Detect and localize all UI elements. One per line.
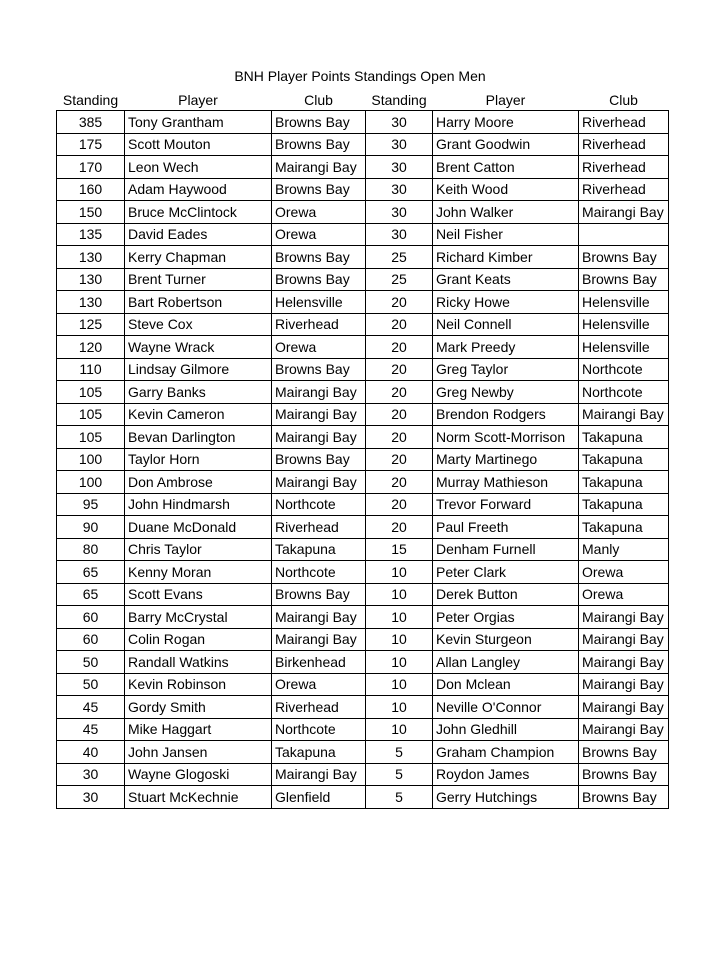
standing-cell: 10 — [366, 651, 433, 674]
club-cell: Helensville — [579, 291, 669, 314]
club-cell: Browns Bay — [579, 741, 669, 764]
player-cell: Kenny Moran — [125, 561, 272, 584]
table-row — [57, 426, 669, 449]
player-cell: Wayne Wrack — [125, 336, 272, 359]
player-cell: Taylor Horn — [125, 448, 272, 471]
standing-cell: 20 — [366, 358, 433, 381]
player-cell: Gerry Hutchings — [433, 786, 579, 809]
table-row — [57, 583, 669, 606]
table-row — [57, 156, 669, 179]
player-cell: Brent Catton — [433, 156, 579, 179]
table-row — [57, 336, 669, 359]
page-title: BNH Player Points Standings Open Men — [234, 68, 486, 84]
table-row — [57, 673, 669, 696]
column-header-standing: Standing — [62, 92, 119, 108]
table-row — [57, 718, 669, 741]
table-row — [57, 133, 669, 156]
player-cell: Richard Kimber — [433, 246, 579, 269]
table-row — [57, 313, 669, 336]
player-cell: Duane McDonald — [125, 516, 272, 539]
player-cell: Don Ambrose — [125, 471, 272, 494]
player-cell: Barry McCrystal — [125, 606, 272, 629]
standing-cell: 20 — [366, 493, 433, 516]
standing-cell: 110 — [57, 358, 125, 381]
table-row — [57, 291, 669, 314]
table-row — [57, 538, 669, 561]
player-cell: Paul Freeth — [433, 516, 579, 539]
standing-cell: 20 — [366, 426, 433, 449]
club-cell: Mairangi Bay — [579, 201, 669, 224]
column-header-standing: Standing — [371, 92, 427, 108]
table-row — [57, 448, 669, 471]
table-row — [57, 628, 669, 651]
club-cell: Glenfield — [272, 786, 366, 809]
standing-cell: 65 — [57, 561, 125, 584]
club-cell: Riverhead — [272, 313, 366, 336]
column-header-club: Club — [609, 92, 638, 108]
player-cell: David Eades — [125, 223, 272, 246]
club-cell: Browns Bay — [579, 786, 669, 809]
club-cell: Browns Bay — [272, 178, 366, 201]
standing-cell: 30 — [366, 133, 433, 156]
player-cell: Denham Furnell — [433, 538, 579, 561]
club-cell: Orewa — [272, 201, 366, 224]
player-cell: Leon Wech — [125, 156, 272, 179]
club-cell: Northcote — [272, 493, 366, 516]
club-cell: Mairangi Bay — [272, 628, 366, 651]
player-cell: Harry Moore — [433, 111, 579, 134]
table-row — [57, 178, 669, 201]
column-header-club: Club — [304, 92, 333, 108]
standing-cell: 10 — [366, 696, 433, 719]
player-cell: Greg Newby — [433, 381, 579, 404]
player-cell: Chris Taylor — [125, 538, 272, 561]
table-row — [57, 111, 669, 134]
standing-cell: 95 — [57, 493, 125, 516]
club-cell: Riverhead — [272, 516, 366, 539]
standing-cell: 10 — [366, 628, 433, 651]
club-cell: Takapuna — [579, 448, 669, 471]
club-cell: Riverhead — [579, 133, 669, 156]
standing-cell: 60 — [57, 628, 125, 651]
club-cell: Mairangi Bay — [579, 628, 669, 651]
player-cell: Adam Haywood — [125, 178, 272, 201]
standing-cell: 20 — [366, 448, 433, 471]
club-cell: Mairangi Bay — [272, 156, 366, 179]
player-cell: Brendon Rodgers — [433, 403, 579, 426]
club-cell: Mairangi Bay — [272, 381, 366, 404]
player-cell: Neil Fisher — [433, 223, 579, 246]
club-cell: Helensville — [579, 313, 669, 336]
standing-cell: 150 — [57, 201, 125, 224]
club-cell: Helensville — [579, 336, 669, 359]
club-cell: Riverhead — [579, 156, 669, 179]
table-row — [57, 786, 669, 809]
player-cell: Greg Taylor — [433, 358, 579, 381]
club-cell: Helensville — [272, 291, 366, 314]
standing-cell: 5 — [366, 786, 433, 809]
player-cell: Kerry Chapman — [125, 246, 272, 269]
player-cell: Bart Robertson — [125, 291, 272, 314]
standings-table — [56, 88, 669, 809]
standing-cell: 20 — [366, 336, 433, 359]
club-cell: Takapuna — [579, 426, 669, 449]
standing-cell: 105 — [57, 403, 125, 426]
table-row — [57, 493, 669, 516]
standing-cell: 130 — [57, 246, 125, 269]
player-cell: Lindsay Gilmore — [125, 358, 272, 381]
table-row — [57, 201, 669, 224]
standing-cell: 130 — [57, 268, 125, 291]
player-cell: Tony Grantham — [125, 111, 272, 134]
club-cell: Browns Bay — [272, 133, 366, 156]
player-cell: Graham Champion — [433, 741, 579, 764]
standing-cell: 120 — [57, 336, 125, 359]
club-cell: Riverhead — [579, 178, 669, 201]
standing-cell: 50 — [57, 651, 125, 674]
player-cell: Steve Cox — [125, 313, 272, 336]
player-cell: Marty Martinego — [433, 448, 579, 471]
club-cell: Mairangi Bay — [272, 763, 366, 786]
player-cell: Ricky Howe — [433, 291, 579, 314]
standing-cell: 20 — [366, 516, 433, 539]
table-row — [57, 403, 669, 426]
table-row — [57, 246, 669, 269]
column-header-player: Player — [485, 92, 526, 108]
player-cell: John Walker — [433, 201, 579, 224]
standing-cell: 100 — [57, 471, 125, 494]
standing-cell: 30 — [366, 178, 433, 201]
standing-cell: 25 — [366, 268, 433, 291]
club-cell: Browns Bay — [272, 268, 366, 291]
club-cell: Mairangi Bay — [579, 696, 669, 719]
table-row — [57, 268, 669, 291]
player-cell: Peter Clark — [433, 561, 579, 584]
table-row — [57, 381, 669, 404]
standing-cell: 135 — [57, 223, 125, 246]
club-cell: Northcote — [272, 718, 366, 741]
player-cell: Randall Watkins — [125, 651, 272, 674]
club-cell: Riverhead — [579, 111, 669, 134]
player-cell: Brent Turner — [125, 268, 272, 291]
club-cell: Browns Bay — [272, 246, 366, 269]
club-cell: Mairangi Bay — [272, 403, 366, 426]
player-cell: Grant Goodwin — [433, 133, 579, 156]
club-cell: Orewa — [579, 583, 669, 606]
club-cell: Takapuna — [579, 471, 669, 494]
club-cell: Mairangi Bay — [272, 606, 366, 629]
player-cell: John Hindmarsh — [125, 493, 272, 516]
player-cell: Neville O'Connor — [433, 696, 579, 719]
player-cell: Murray Mathieson — [433, 471, 579, 494]
standing-cell: 20 — [366, 313, 433, 336]
player-cell: Mark Preedy — [433, 336, 579, 359]
player-cell: Don Mclean — [433, 673, 579, 696]
club-cell: Browns Bay — [272, 583, 366, 606]
player-cell: Scott Mouton — [125, 133, 272, 156]
player-cell: Neil Connell — [433, 313, 579, 336]
club-cell: Manly — [579, 538, 669, 561]
standing-cell: 45 — [57, 696, 125, 719]
club-cell: Browns Bay — [579, 268, 669, 291]
player-cell: Kevin Sturgeon — [433, 628, 579, 651]
club-cell: Mairangi Bay — [579, 403, 669, 426]
club-cell: Northcote — [272, 561, 366, 584]
table-body — [57, 111, 669, 809]
standing-cell: 10 — [366, 561, 433, 584]
club-cell: Mairangi Bay — [579, 606, 669, 629]
table-row — [57, 741, 669, 764]
club-cell: Browns Bay — [272, 358, 366, 381]
club-cell: Mairangi Bay — [272, 471, 366, 494]
player-cell: Stuart McKechnie — [125, 786, 272, 809]
table-row — [57, 606, 669, 629]
standing-cell: 20 — [366, 381, 433, 404]
club-cell: Mairangi Bay — [579, 673, 669, 696]
club-cell: Browns Bay — [579, 246, 669, 269]
player-cell: Colin Rogan — [125, 628, 272, 651]
club-cell: Browns Bay — [272, 111, 366, 134]
standing-cell: 175 — [57, 133, 125, 156]
player-cell: Garry Banks — [125, 381, 272, 404]
standing-cell: 50 — [57, 673, 125, 696]
player-cell: Scott Evans — [125, 583, 272, 606]
club-cell: Takapuna — [272, 538, 366, 561]
player-cell: Norm Scott-Morrison — [433, 426, 579, 449]
table-row — [57, 696, 669, 719]
table-row — [57, 516, 669, 539]
club-cell: Riverhead — [272, 696, 366, 719]
club-cell: Mairangi Bay — [272, 426, 366, 449]
standing-cell: 65 — [57, 583, 125, 606]
standing-cell: 80 — [57, 538, 125, 561]
table-row — [57, 358, 669, 381]
player-cell: Trevor Forward — [433, 493, 579, 516]
player-cell: Gordy Smith — [125, 696, 272, 719]
standing-cell: 10 — [366, 718, 433, 741]
standing-cell: 15 — [366, 538, 433, 561]
standing-cell: 100 — [57, 448, 125, 471]
standing-cell: 30 — [57, 763, 125, 786]
club-cell: Northcote — [579, 358, 669, 381]
club-cell: Mairangi Bay — [579, 718, 669, 741]
club-cell: Mairangi Bay — [579, 651, 669, 674]
player-cell: Roydon James — [433, 763, 579, 786]
column-header-player: Player — [178, 92, 218, 108]
club-cell: Takapuna — [579, 516, 669, 539]
club-cell — [579, 223, 669, 246]
club-cell: Browns Bay — [272, 448, 366, 471]
player-cell: Mike Haggart — [125, 718, 272, 741]
header-row — [57, 88, 669, 111]
standing-cell: 105 — [57, 381, 125, 404]
standing-cell: 60 — [57, 606, 125, 629]
club-cell: Takapuna — [579, 493, 669, 516]
standing-cell: 40 — [57, 741, 125, 764]
player-cell: Kevin Robinson — [125, 673, 272, 696]
standing-cell: 5 — [366, 763, 433, 786]
club-cell: Orewa — [272, 223, 366, 246]
standing-cell: 20 — [366, 471, 433, 494]
standing-cell: 160 — [57, 178, 125, 201]
standing-cell: 30 — [366, 111, 433, 134]
table-row — [57, 471, 669, 494]
club-cell: Takapuna — [272, 741, 366, 764]
club-cell: Northcote — [579, 381, 669, 404]
player-cell: Kevin Cameron — [125, 403, 272, 426]
standing-cell: 30 — [57, 786, 125, 809]
player-cell: Grant Keats — [433, 268, 579, 291]
table-row — [57, 561, 669, 584]
table-row — [57, 763, 669, 786]
table-row — [57, 223, 669, 246]
standing-cell: 30 — [366, 156, 433, 179]
standing-cell: 130 — [57, 291, 125, 314]
club-cell: Orewa — [272, 673, 366, 696]
standing-cell: 20 — [366, 403, 433, 426]
standing-cell: 10 — [366, 606, 433, 629]
standing-cell: 90 — [57, 516, 125, 539]
player-cell: Peter Orgias — [433, 606, 579, 629]
standing-cell: 45 — [57, 718, 125, 741]
club-cell: Birkenhead — [272, 651, 366, 674]
standing-cell: 30 — [366, 223, 433, 246]
player-cell: Wayne Glogoski — [125, 763, 272, 786]
standing-cell: 105 — [57, 426, 125, 449]
standing-cell: 5 — [366, 741, 433, 764]
standing-cell: 170 — [57, 156, 125, 179]
player-cell: Bruce McClintock — [125, 201, 272, 224]
standing-cell: 385 — [57, 111, 125, 134]
standing-cell: 25 — [366, 246, 433, 269]
standing-cell: 10 — [366, 583, 433, 606]
standing-cell: 10 — [366, 673, 433, 696]
player-cell: Derek Button — [433, 583, 579, 606]
standing-cell: 30 — [366, 201, 433, 224]
player-cell: John Gledhill — [433, 718, 579, 741]
club-cell: Browns Bay — [579, 763, 669, 786]
club-cell: Orewa — [579, 561, 669, 584]
table-row — [57, 651, 669, 674]
player-cell: John Jansen — [125, 741, 272, 764]
player-cell: Keith Wood — [433, 178, 579, 201]
standing-cell: 125 — [57, 313, 125, 336]
standing-cell: 20 — [366, 291, 433, 314]
player-cell: Bevan Darlington — [125, 426, 272, 449]
player-cell: Allan Langley — [433, 651, 579, 674]
club-cell: Orewa — [272, 336, 366, 359]
